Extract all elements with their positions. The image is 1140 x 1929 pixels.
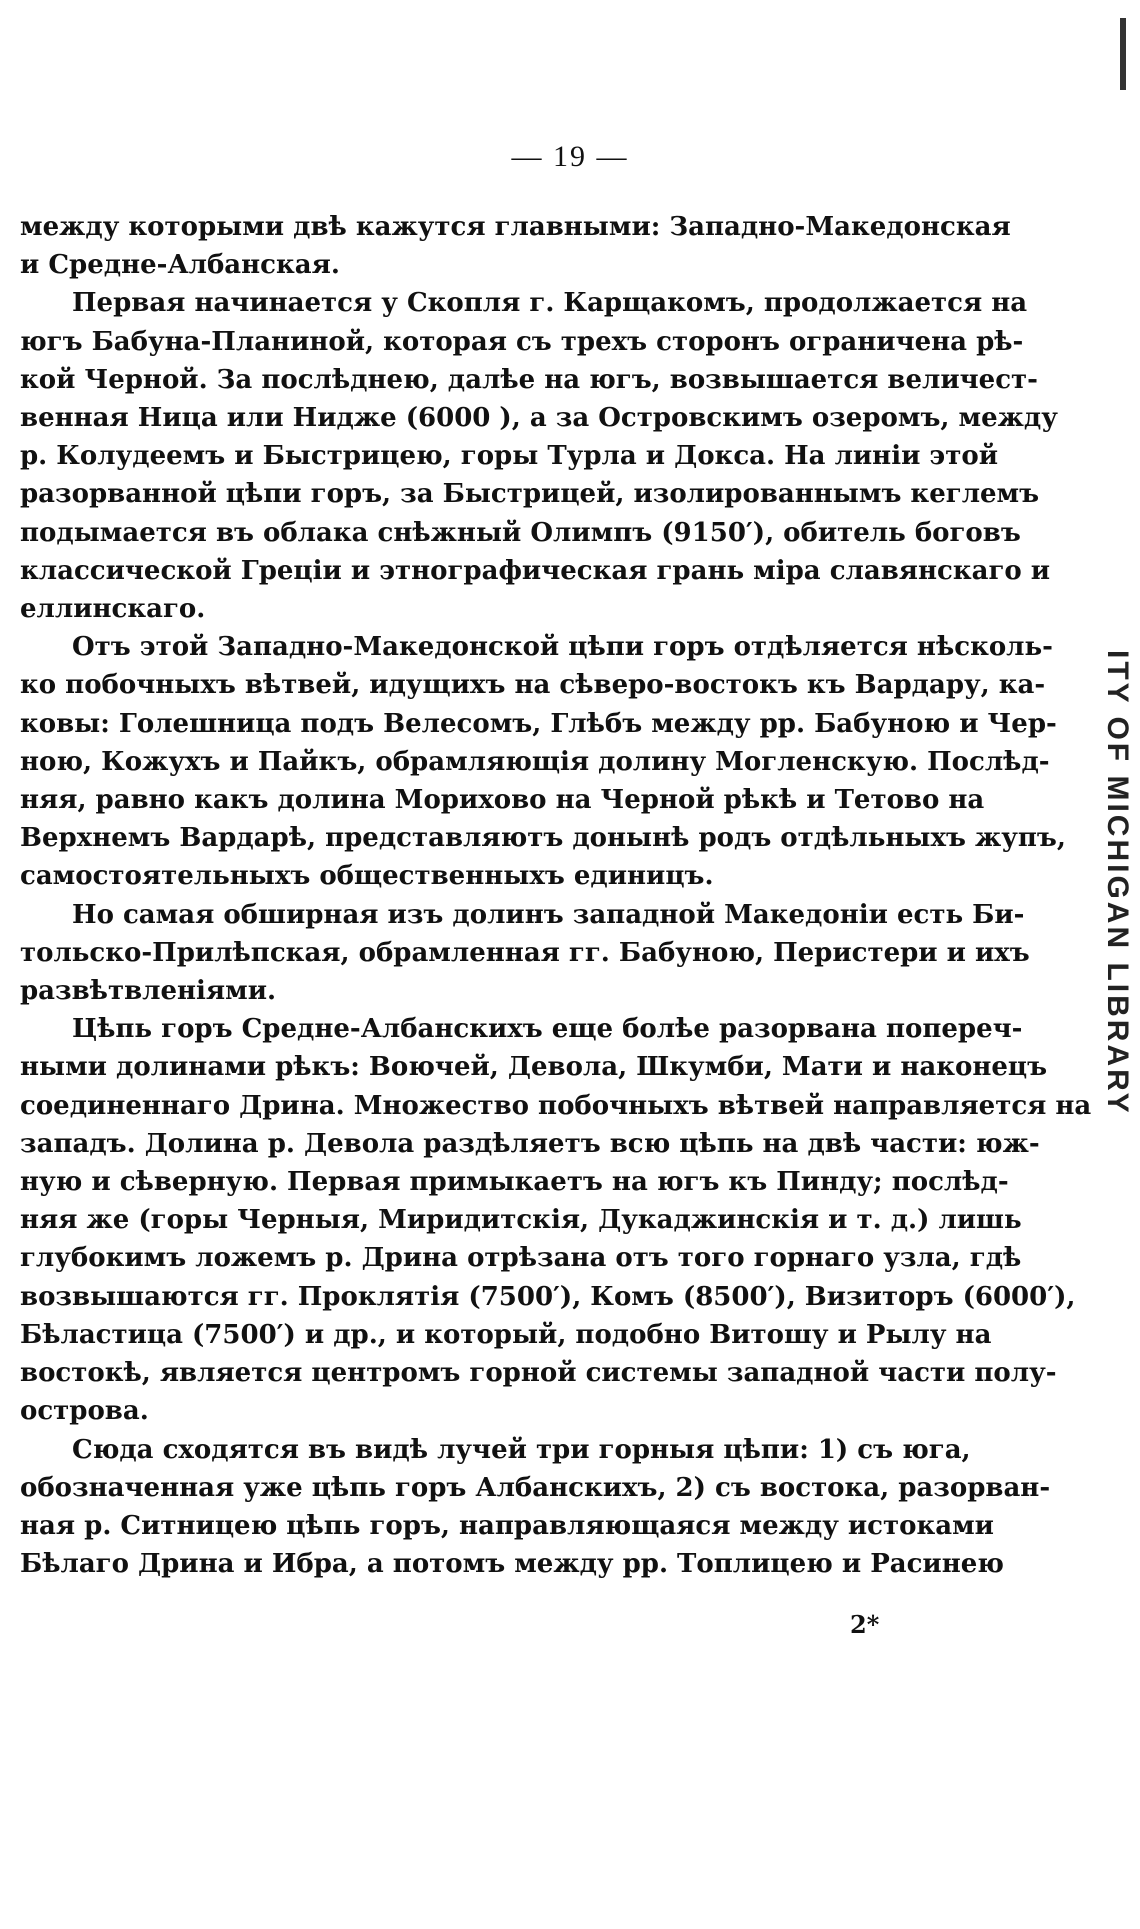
text-line: Первая начинается у Скопля г. Карщакомъ, продолжается на	[72, 288, 1028, 319]
text-line: ная р. Ситницею цѣпь горъ, направляющаяся между истоками	[20, 1510, 994, 1541]
text-line: Цѣпь горъ Средне-Албанскихъ еще болѣе разорвана попереч-	[72, 1014, 1023, 1045]
text-line: соединеннаго Дрина. Множество побочныхъ вѣтвей направляется на	[20, 1090, 1092, 1121]
paragraph	[20, 628, 1066, 895]
paragraph	[20, 896, 1030, 1011]
paragraph	[20, 1431, 1051, 1584]
corner-scan-mark	[1120, 18, 1126, 90]
paragraph	[20, 284, 1058, 628]
signature-mark: 2*	[850, 1610, 880, 1639]
text-line: ную и сѣверную. Первая примыкаетъ на югъ къ Пинду; послѣд-	[20, 1167, 1009, 1198]
text-line: классической Греціи и этнографическая грань міра славянскаго и	[20, 555, 1051, 586]
text-line: между которыми двѣ кажутся главными: Западно-Македонская	[20, 212, 1011, 242]
text-line: еллинскаго.	[20, 594, 206, 625]
text-line: самостоятельныхъ общественныхъ единицъ.	[20, 861, 714, 892]
library-edge-stamp: ITY OF MICHIGAN LIBRARY	[1101, 650, 1134, 1116]
text-line: обозначенная уже цѣпь горъ Албанскихъ, 2) съ востока, разорван-	[20, 1472, 1051, 1503]
text-line: глубокимъ ложемъ р. Дрина отрѣзана отъ того горнаго узла, гдѣ	[20, 1243, 1022, 1274]
text-line: Отъ этой Западно-Македонской цѣпи горъ отдѣляется нѣсколь-	[72, 632, 1053, 663]
text-line: няя же (горы Черныя, Миридитскія, Дукаджинскія и т. д.) лишь	[20, 1205, 1022, 1236]
text-line: ною, Кожухъ и Пайкъ, обрамляющія долину Могленскую. Послѣд-	[20, 746, 1050, 777]
text-line: ковы: Голешница подъ Велесомъ, Глѣбъ между рр. Бабуною и Чер-	[20, 708, 1057, 739]
text-line: Верхнемъ Вардарѣ, представляютъ донынѣ родъ отдѣльныхъ жупъ,	[20, 823, 1066, 854]
text-line: тольско-Прилѣпская, обрамленная гг. Бабуною, Перистери и ихъ	[20, 937, 1030, 968]
text-line: западъ. Долина р. Девола раздѣляетъ всю цѣпь на двѣ части: юж-	[20, 1128, 1040, 1159]
text-line: подымается въ облака снѣжный Олимпъ (9150′), обитель боговъ	[20, 517, 1021, 548]
text-line: Но самая обширная изъ долинъ западной Македоніи есть Би-	[72, 899, 1025, 930]
text-line: Бѣластица (7500′) и др., и который, подобно Витошу и Рылу на	[20, 1319, 992, 1350]
text-line: острова.	[20, 1396, 149, 1427]
text-line: р. Колудеемъ и Быстрицею, горы Турла и Докса. На линіи этой	[20, 441, 998, 472]
paragraph	[20, 208, 1011, 284]
text-line: развѣтвленіями.	[20, 976, 277, 1007]
text-line: кой Черной. За послѣднею, далѣе на югъ, возвышается величест-	[20, 364, 1038, 395]
text-line: Бѣлаго Дрина и Ибра, а потомъ между рр. Топлицею и Расинею	[20, 1549, 1004, 1580]
text-line: няя, равно какъ долина Морихово на Черной рѣкѣ и Тетово на	[20, 785, 985, 816]
text-line: Сюда сходятся въ видѣ лучей три горныя цѣпи: 1) съ юга,	[72, 1434, 971, 1465]
text-line: ными долинами рѣкъ: Воючей, Девола, Шкумби, Мати и наконецъ	[20, 1052, 1048, 1083]
body-text	[20, 208, 1092, 1583]
text-line: венная Ница или Нидже (6000 ), а за Островскимъ озеромъ, между	[20, 403, 1058, 434]
text-line: востокѣ, является центромъ горной системы западной части полу-	[20, 1358, 1057, 1389]
text-line: ко побочныхъ вѣтвей, идущихъ на сѣверо-востокъ къ Вардару, ка-	[20, 670, 1046, 701]
text-line: возвышаются гг. Проклятія (7500′), Комъ (8500′), Визиторъ (6000′),	[20, 1281, 1076, 1312]
paragraph	[20, 1010, 1092, 1430]
page-number: — 19 —	[511, 140, 629, 173]
text-line: югъ Бабуна-Планиной, которая съ трехъ сторонъ ограничена рѣ-	[20, 326, 1024, 357]
text-line: разорванной цѣпи горъ, за Быстрицей, изолированнымъ кеглемъ	[20, 479, 1040, 510]
text-line: и Средне-Албанская.	[20, 250, 340, 281]
